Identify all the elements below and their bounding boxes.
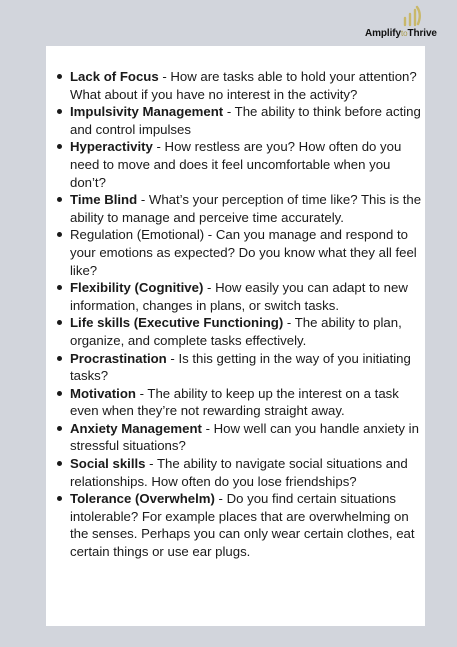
list-item [70, 350, 423, 385]
sound-waves-icon [399, 4, 423, 28]
brand-wordmark [365, 28, 437, 39]
item-term: Time Blind [70, 192, 138, 208]
item-term: Lack of Focus [70, 69, 159, 84]
list-item [70, 420, 423, 455]
item-description: - The ability to keep up the interest on a task even when they’re not rewarding straight away. [70, 385, 399, 419]
brand-to: to [400, 29, 408, 38]
trait-list [46, 46, 425, 561]
item-description: - The ability to think before acting and control impulses [70, 104, 421, 137]
item-term: Procrastination [70, 350, 167, 366]
list-item [70, 279, 423, 314]
item-term: Life skills (Executive Functioning) [70, 315, 284, 331]
brand-thrive: Thrive [407, 28, 437, 39]
item-description: - What’s your perception of time like? This is the ability to manage and perceive time accurately. [70, 192, 422, 225]
item-term: Anxiety Management [70, 420, 202, 436]
item-description: - How easily you can adapt to new information, changes in plans, or switch tasks. [70, 280, 408, 313]
item-description: Regulation (Emotional) - Can you manage and respond to your emotions as expected? Do you know what they all feel like? [70, 227, 417, 278]
list-item [70, 490, 423, 560]
item-description: - The ability to navigate social situations and relationships. How often do you lose friendships? [70, 456, 408, 489]
list-item [70, 455, 423, 490]
item-description: - Is this getting in the way of you initiating tasks? [70, 350, 411, 384]
item-term: Social skills [70, 456, 146, 472]
item-term: Motivation [70, 385, 136, 401]
item-description: - How well can you handle anxiety in stressful situations? [70, 420, 419, 454]
item-term: Hyperactivity [70, 139, 153, 155]
list-item [70, 103, 423, 138]
list-item [70, 314, 423, 349]
item-term: Tolerance (Overwhelm) [70, 491, 215, 507]
item-term: Impulsivity Management [70, 104, 224, 120]
list-item [70, 138, 423, 191]
item-description: - Do you find certain situations intolerable? For example places that are overwhelming on the senses. Perhaps you can only wear certain clothes, eat certain things or use ear plugs. [70, 491, 415, 560]
item-term: Flexibility (Cognitive) [70, 280, 204, 296]
list-item [70, 68, 423, 103]
brand-amplify: Amplify [365, 28, 401, 39]
item-description: - How are tasks able to hold your attention? What about if you have no interest in the activity? [70, 69, 417, 102]
list-item [70, 385, 423, 420]
content-card [46, 46, 425, 626]
list-item [70, 226, 423, 279]
item-description: - How restless are you? How often do you need to move and does it feel uncomfortable when you don’t? [70, 139, 402, 190]
item-description: - The ability to plan, organize, and complete tasks effectively. [70, 315, 402, 348]
brand-logo [365, 4, 457, 44]
list-item [70, 191, 423, 226]
